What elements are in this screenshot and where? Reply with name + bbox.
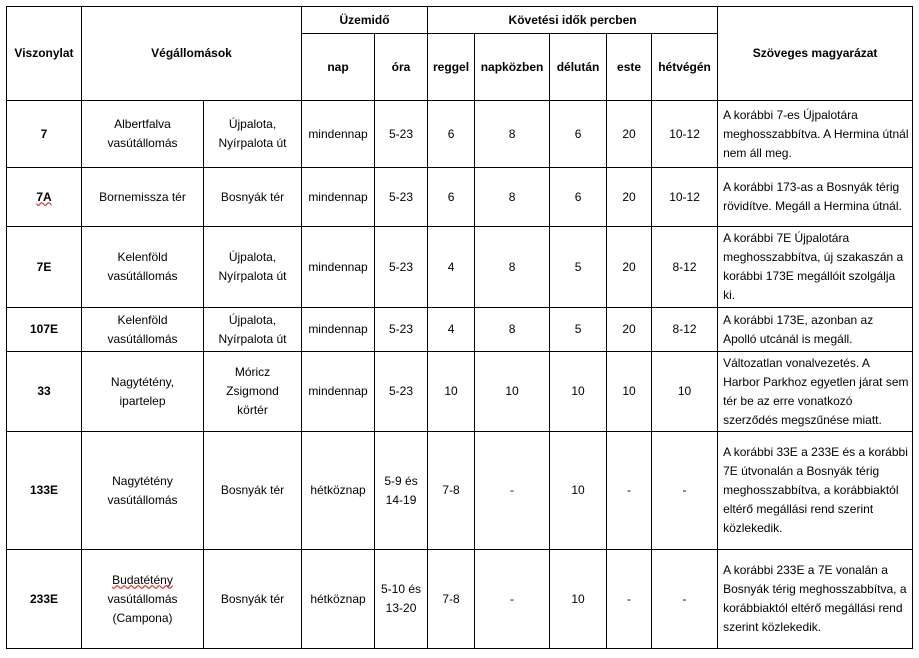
description: Változatlan vonalvezetés. A Harbor Parkhoz egyetlen járat sem tér be az erre vonatkozó szerződés megszűnése miatt. bbox=[718, 352, 913, 432]
headway-morning: 10 bbox=[428, 352, 475, 432]
route-number: 7A bbox=[7, 168, 82, 227]
route-number: 233E bbox=[7, 550, 82, 649]
headway-weekend: - bbox=[652, 550, 718, 649]
headway-afternoon: 5 bbox=[550, 308, 607, 352]
col-header-este: este bbox=[607, 34, 652, 101]
headway-weekend: 10-12 bbox=[652, 101, 718, 168]
start-terminus: Bornemissza tér bbox=[82, 168, 204, 227]
col-header-napkozben: napközben bbox=[475, 34, 550, 101]
headway-daytime: - bbox=[475, 432, 550, 550]
headway-weekend: - bbox=[652, 432, 718, 550]
headway-morning: 6 bbox=[428, 168, 475, 227]
route-number: 33 bbox=[7, 352, 82, 432]
operating-hours: 5-23 bbox=[375, 101, 428, 168]
headway-evening: 20 bbox=[607, 227, 652, 308]
start-terminus: Nagytétény vasútállomás bbox=[82, 432, 204, 550]
route-number: 133E bbox=[7, 432, 82, 550]
operating-days: mindennap bbox=[302, 352, 375, 432]
headway-morning: 4 bbox=[428, 227, 475, 308]
operating-days: mindennap bbox=[302, 308, 375, 352]
col-header-hetvegen: hétvégén bbox=[652, 34, 718, 101]
operating-days: mindennap bbox=[302, 101, 375, 168]
table-row bbox=[7, 352, 913, 432]
operating-days: hétköznap bbox=[302, 432, 375, 550]
start-terminus: Kelenföld vasútállomás bbox=[82, 227, 204, 308]
headway-morning: 4 bbox=[428, 308, 475, 352]
col-header-nap: nap bbox=[302, 34, 375, 101]
headway-evening: 20 bbox=[607, 308, 652, 352]
operating-hours: 5-23 bbox=[375, 168, 428, 227]
headway-evening: 10 bbox=[607, 352, 652, 432]
description: A korábbi 173-as a Bosnyák térig rövidítve. Megáll a Hermina útnál. bbox=[718, 168, 913, 227]
headway-afternoon: 10 bbox=[550, 352, 607, 432]
operating-days: mindennap bbox=[302, 168, 375, 227]
headway-afternoon: 10 bbox=[550, 432, 607, 550]
operating-hours: 5-10 és 13-20 bbox=[375, 550, 428, 649]
table-row bbox=[7, 168, 913, 227]
headway-weekend: 8-12 bbox=[652, 227, 718, 308]
operating-hours: 5-23 bbox=[375, 352, 428, 432]
col-header-vegallomasok: Végállomások bbox=[82, 7, 302, 101]
table-row bbox=[7, 101, 913, 168]
route-number: 7 bbox=[7, 101, 82, 168]
table-row bbox=[7, 432, 913, 550]
headway-daytime: 10 bbox=[475, 352, 550, 432]
route-table bbox=[6, 6, 913, 649]
route-number: 7E bbox=[7, 227, 82, 308]
headway-evening: - bbox=[607, 550, 652, 649]
description: A korábbi 173E, azonban az Apolló utcánál is megáll. bbox=[718, 308, 913, 352]
end-terminus: Újpalota, Nyírpalota út bbox=[204, 308, 302, 352]
headway-afternoon: 6 bbox=[550, 101, 607, 168]
headway-morning: 6 bbox=[428, 101, 475, 168]
col-header-koveti: Követési idők percben bbox=[428, 7, 718, 34]
table-row bbox=[7, 308, 913, 352]
headway-daytime: - bbox=[475, 550, 550, 649]
headway-weekend: 8-12 bbox=[652, 308, 718, 352]
headway-afternoon: 10 bbox=[550, 550, 607, 649]
description: A korábbi 33E a 233E és a korábbi 7E útvonalán a Bosnyák térig meghosszabbítva, a korábbiaktól eltérő megállási rend szerint közlekedik. bbox=[718, 432, 913, 550]
operating-hours: 5-23 bbox=[375, 308, 428, 352]
headway-evening: 20 bbox=[607, 168, 652, 227]
col-header-uzemido: Üzemidő bbox=[302, 7, 428, 34]
headway-weekend: 10-12 bbox=[652, 168, 718, 227]
headway-daytime: 8 bbox=[475, 227, 550, 308]
end-terminus: Bosnyák tér bbox=[204, 550, 302, 649]
operating-hours: 5-23 bbox=[375, 227, 428, 308]
end-terminus: Bosnyák tér bbox=[204, 168, 302, 227]
start-terminus: Kelenföld vasútállomás bbox=[82, 308, 204, 352]
end-terminus: Bosnyák tér bbox=[204, 432, 302, 550]
operating-days: mindennap bbox=[302, 227, 375, 308]
route-number: 107E bbox=[7, 308, 82, 352]
end-terminus: Újpalota, Nyírpalota út bbox=[204, 101, 302, 168]
col-header-delutan: délután bbox=[550, 34, 607, 101]
description: A korábbi 233E a 7E vonalán a Bosnyák térig meghosszabbítva, a korábbiaktól eltérő megállási rend szerint közlekedik. bbox=[718, 550, 913, 649]
col-header-szoveges: Szöveges magyarázat bbox=[718, 7, 913, 101]
start-terminus: Nagytétény, ipartelep bbox=[82, 352, 204, 432]
header-row-top bbox=[7, 7, 913, 34]
headway-morning: 7-8 bbox=[428, 550, 475, 649]
headway-daytime: 8 bbox=[475, 101, 550, 168]
end-terminus: Móricz Zsigmond körtér bbox=[204, 352, 302, 432]
operating-hours: 5-9 és 14-19 bbox=[375, 432, 428, 550]
headway-evening: - bbox=[607, 432, 652, 550]
operating-days: hétköznap bbox=[302, 550, 375, 649]
headway-weekend: 10 bbox=[652, 352, 718, 432]
col-header-reggel: reggel bbox=[428, 34, 475, 101]
col-header-viszonylat: Viszonylat bbox=[7, 7, 82, 101]
end-terminus: Újpalota, Nyírpalota út bbox=[204, 227, 302, 308]
headway-daytime: 8 bbox=[475, 308, 550, 352]
headway-afternoon: 5 bbox=[550, 227, 607, 308]
description: A korábbi 7-es Újpalotára meghosszabbítva. A Hermina útnál nem áll meg. bbox=[718, 101, 913, 168]
table-row bbox=[7, 550, 913, 649]
headway-daytime: 8 bbox=[475, 168, 550, 227]
headway-morning: 7-8 bbox=[428, 432, 475, 550]
headway-afternoon: 6 bbox=[550, 168, 607, 227]
col-header-ora: óra bbox=[375, 34, 428, 101]
table-row bbox=[7, 227, 913, 308]
headway-evening: 20 bbox=[607, 101, 652, 168]
start-terminus: Albertfalva vasútállomás bbox=[82, 101, 204, 168]
start-terminus: Budatétény vasútállomás (Campona) bbox=[82, 550, 204, 649]
description: A korábbi 7E Újpalotára meghosszabbítva, új szakaszán a korábbi 173E megállóit szolgálja ki. bbox=[718, 227, 913, 308]
